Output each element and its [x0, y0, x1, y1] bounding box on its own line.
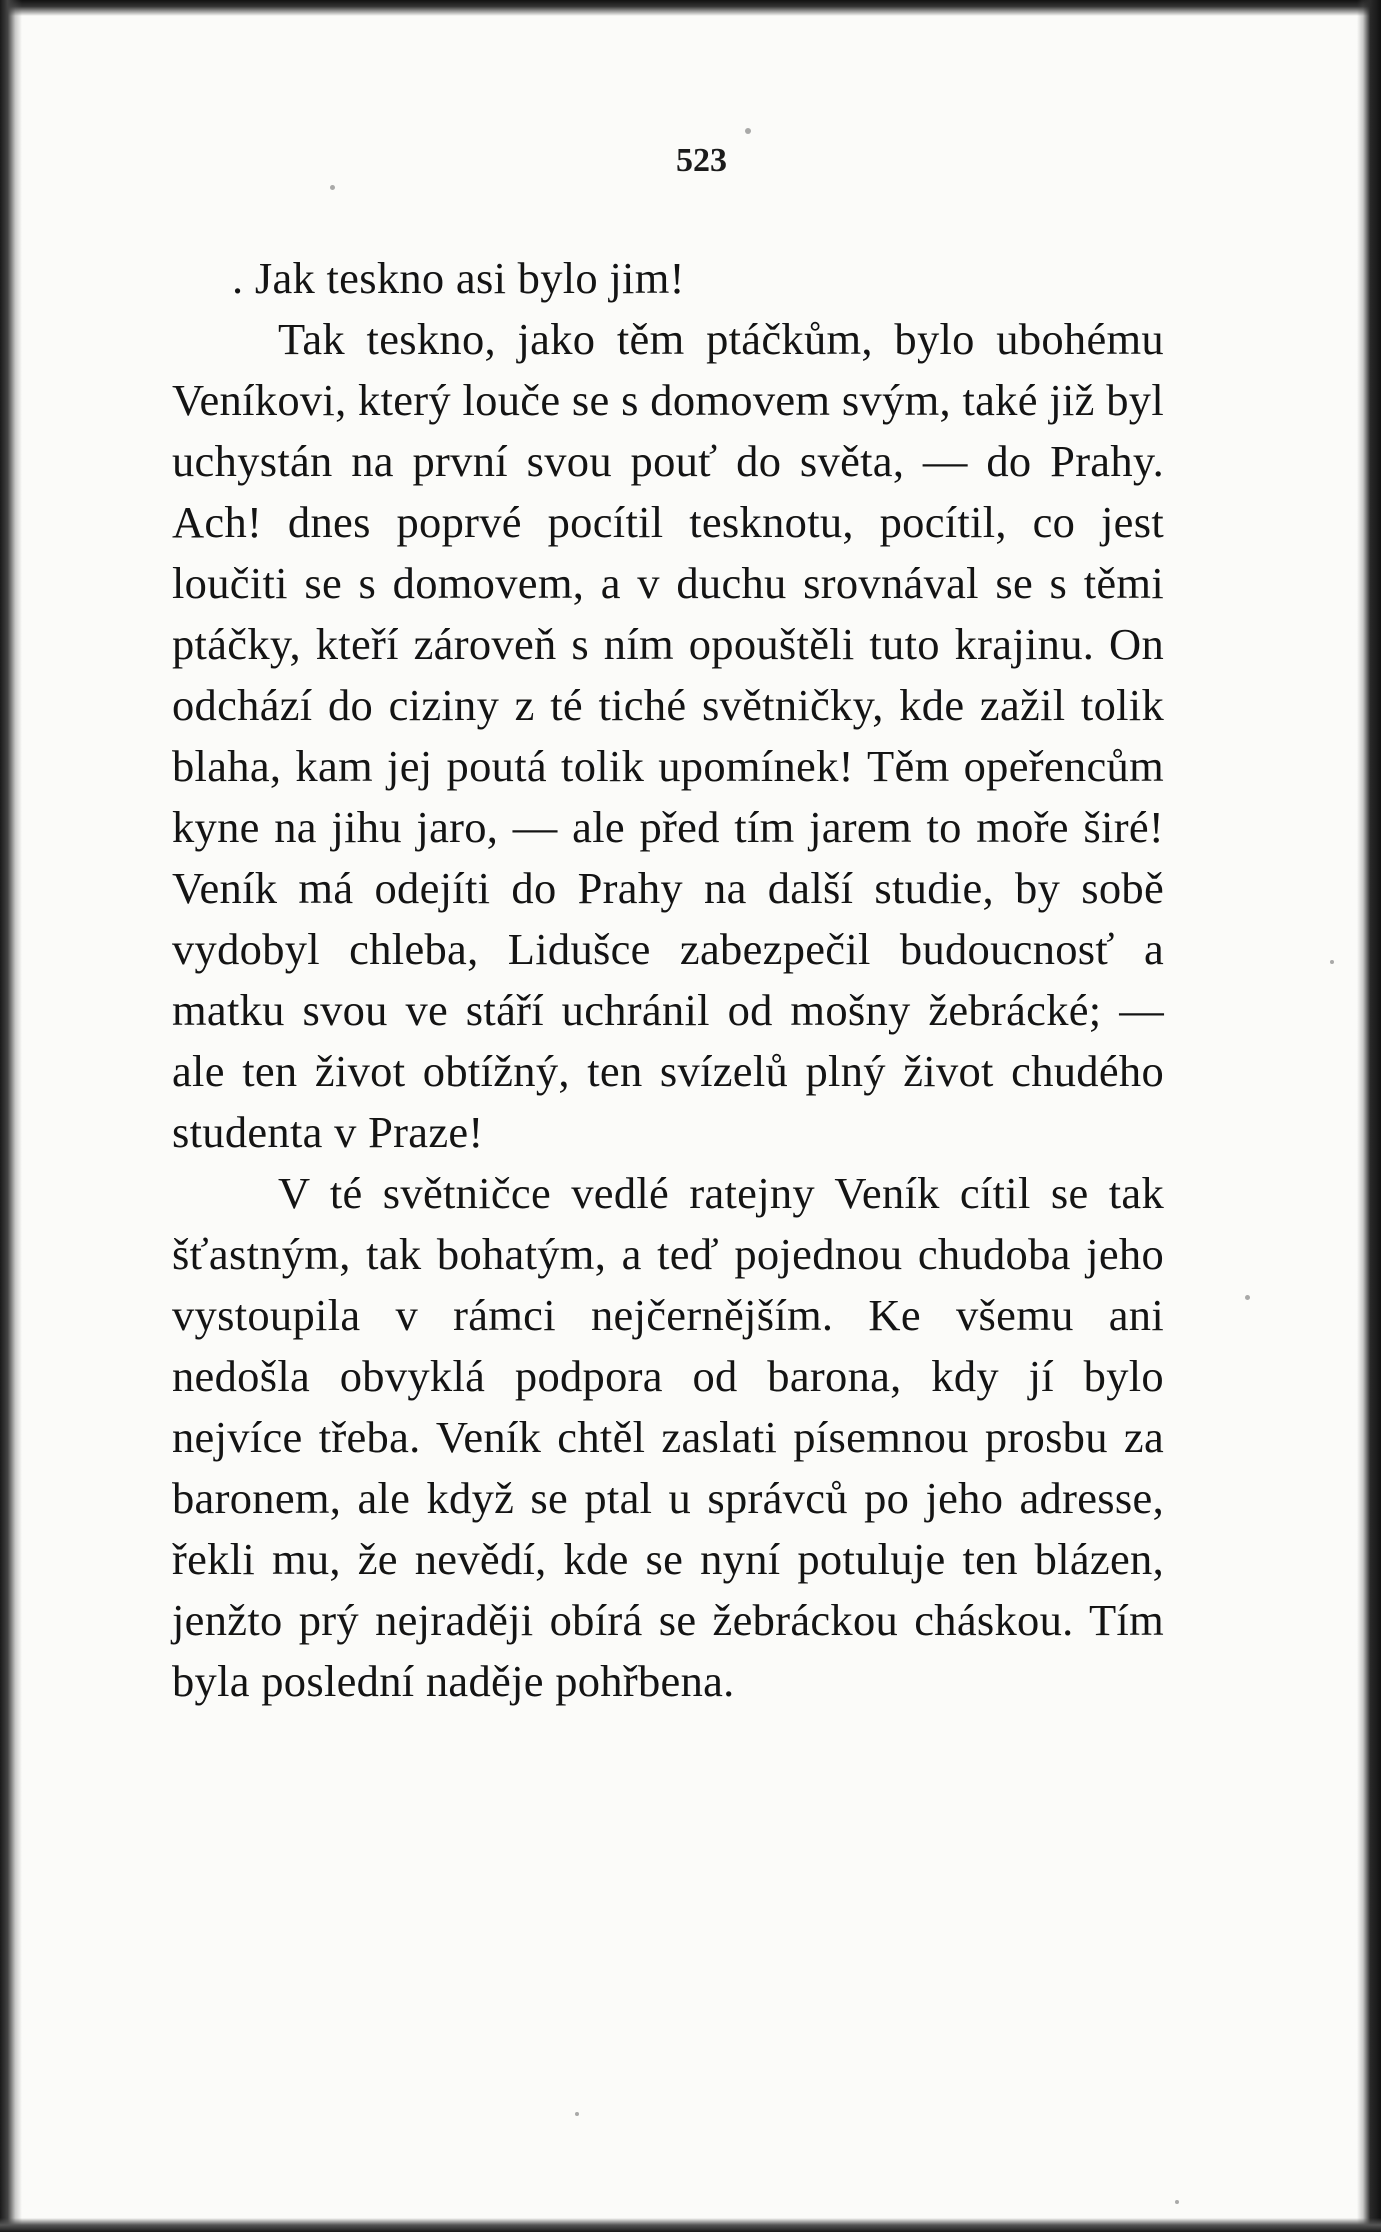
scan-edge-left	[0, 0, 22, 2232]
dust-speck	[1175, 2200, 1179, 2204]
scan-edge-bottom	[0, 2218, 1381, 2232]
dust-speck	[745, 128, 751, 134]
dust-speck	[1245, 1295, 1250, 1300]
paragraph: . Jak teskno asi bylo jim!	[232, 253, 685, 303]
body-text	[172, 248, 1164, 1712]
dust-speck	[575, 2112, 579, 2116]
dust-speck	[330, 185, 335, 190]
scan-edge-top	[0, 0, 1381, 16]
dust-speck	[1330, 960, 1334, 964]
page-number: 523	[676, 142, 727, 179]
paragraph: V té světničce vedlé ratejny Veník cítil se tak šťastným, tak bohatým, a teď pojednou chudoba jeho vystoupila v rámci nejčernějším. Ke všemu ani nedošla obvyklá podpora od barona, kdy jí bylo nejvíce třeba. Veník chtěl zaslati písemnou prosbu za baronem, ale když se ptal u správců po jeho adresse, řekli mu, že nevědí, kde se nyní potuluje ten blázen, jenžto prý nejraději obírá se žebráckou cháskou. Tím byla poslední naděje pohřbena.	[172, 1168, 1164, 1706]
paragraph: Tak teskno, jako těm ptáčkům, bylo ubohému Veníkovi, který louče se s domovem svým, také již byl uchystán na první svou pouť do světa, — do Prahy. Ach! dnes poprvé pocítil tesknotu, pocítil, co jest loučiti se s domovem, a v duchu srovnával se s těmi ptáčky, kteří zároveň s ním opouštěli tuto krajinu. On odchází do ciziny z té tiché světničky, kde zažil tolik blaha, kam jej poutá tolik upomínek! Těm opeřencům kyne na jihu jaro, — ale před tím jarem to moře širé! Veník má odejíti do Prahy na další studie, by sobě vydobyl chleba, Lidušce zabezpečil budoucnosť a matku svou ve stáří uchránil od mošny žebrácké; — ale ten život obtížný, ten svízelů plný život chudého studenta v Praze!	[172, 314, 1164, 1157]
scan-edge-right	[1357, 0, 1381, 2232]
